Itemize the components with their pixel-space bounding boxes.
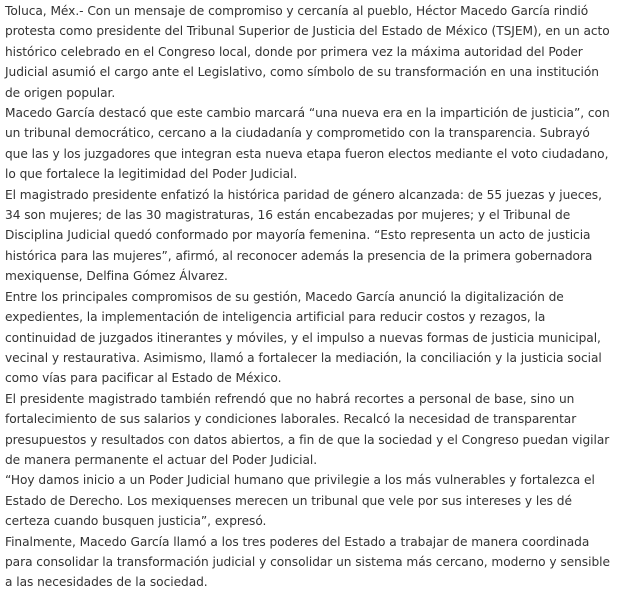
article-paragraph: Macedo García destacó que este cambio marcará “una nueva era en la impartición de justicia”, con un tribunal democrático, cercano a la ciudadanía y comprometido con la transparencia. Subrayó que las y los juzgadores que integran esta nueva etapa fueron electos mediante el voto ciudadano, lo que fortalece la legitimidad del Poder Judicial. — [5, 106, 610, 182]
article-paragraph: El magistrado presidente enfatizó la histórica paridad de género alcanzada: de 55 juezas y jueces, 34 son mujeres; de las 30 magistraturas, 16 están encabezadas por mujeres; y el Tribunal de Disciplina Judicial quedó conformado por mayoría femenina. “Esto representa un acto de justicia histórica para las mujeres”, afirmó, al reconocer además la presencia de la primera gobernadora mexiquense, Delfina Gómez Álvarez. — [5, 187, 602, 284]
article-paragraph: Finalmente, Macedo García llamó a los tres poderes del Estado a trabajar de manera coordinada para consolidar la transformación judicial y consolidar un sistema más cercano, moderno y sensible a las necesidades de la sociedad. — [5, 534, 610, 590]
article-paragraph: “Hoy damos inicio a un Poder Judicial humano que privilegie a los más vulnerables y fortalezca el Estado de Derecho. Los mexiquenses merecen un tribunal que vele por sus intereses y les dé certeza cuando busquen justicia”, expresó. — [5, 473, 595, 529]
article-paragraph: Toluca, Méx.- Con un mensaje de compromiso y cercanía al pueblo, Héctor Macedo García rindió protesta como presidente del Tribunal Superior de Justicia del Estado de México (TSJEM), en un acto histórico celebrado en el Congreso local, donde por primera vez la máxima autoridad del Poder Judicial asumió el cargo ante el Legislativo, como símbolo de su transformación en una institución de origen popular. — [5, 4, 610, 100]
article-paragraph: Entre los principales compromisos de su gestión, Macedo García anunció la digitalización de expedientes, la implementación de inteligencia artificial para reducir costos y rezagos, la continuidad de juzgados itinerantes y móviles, y el impulso a nuevas formas de justicia municipal, vecinal y restaurativa. Asimismo, llamó a fortalecer la mediación, la conciliación y la justicia social como vías para pacificar al Estado de México. — [5, 289, 602, 386]
article-paragraph: El presidente magistrado también refrendó que no habrá recortes a personal de base, sino un fortalecimiento de sus salarios y condiciones laborales. Recalcó la necesidad de transparentar presupuestos y resultados con datos abiertos, a fin de que la sociedad y el Congreso puedan vigilar de manera permanente el actuar del Poder Judicial. — [5, 391, 610, 467]
